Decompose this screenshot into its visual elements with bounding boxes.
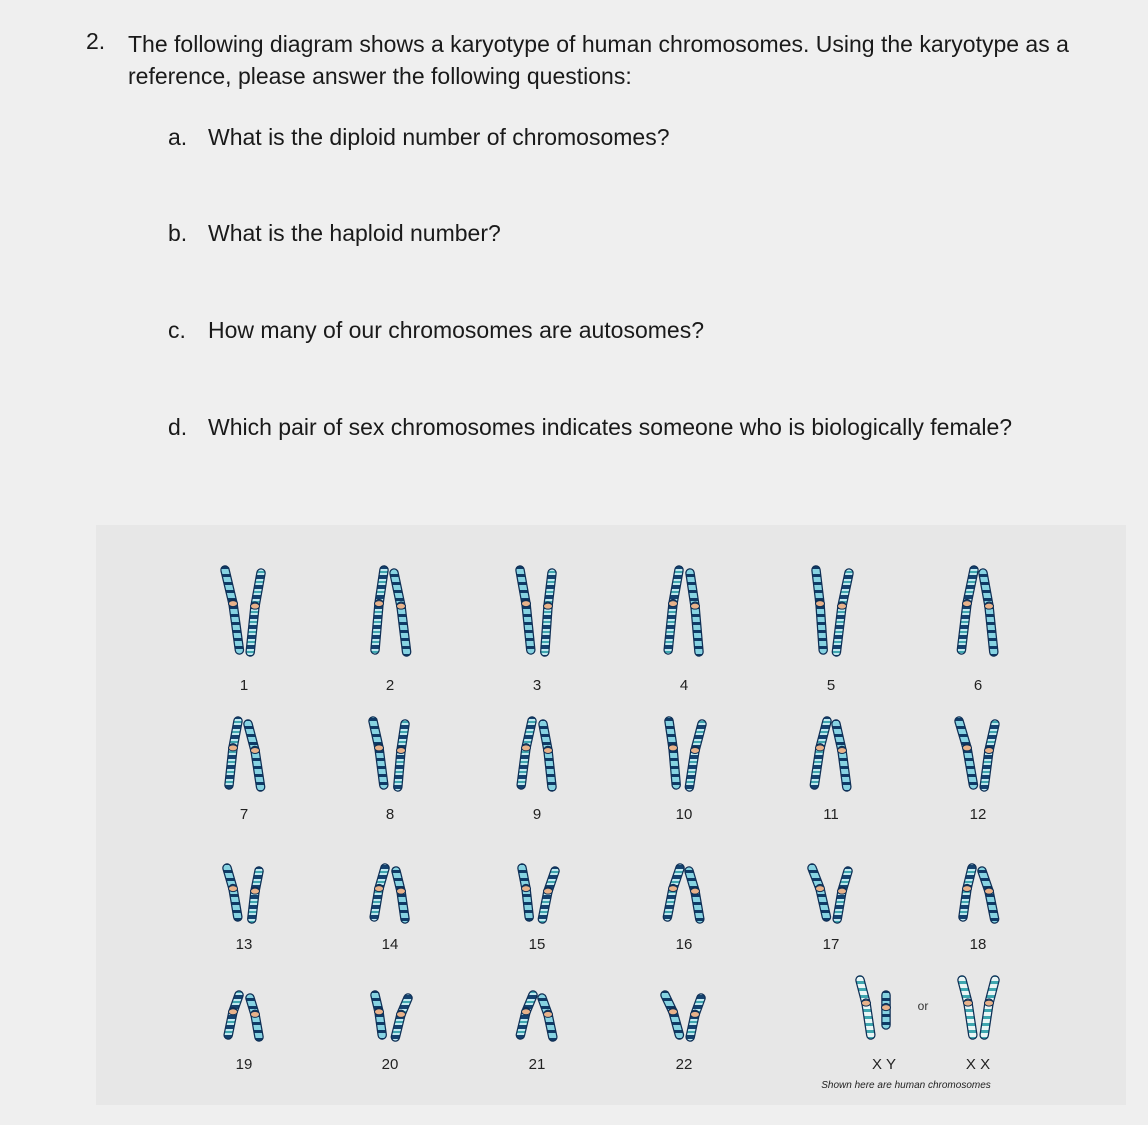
chromosome-label: 2 [385, 677, 395, 694]
chromosome-label: 6 [973, 677, 983, 694]
chromosome [690, 573, 700, 652]
sex-chromosomes-xx [962, 980, 995, 1035]
karyotype-panel [96, 525, 1126, 1105]
chromosome-label: 18 [969, 936, 987, 953]
sub-question-letter: a. [168, 124, 188, 150]
chromosome-pair-10 [669, 721, 703, 787]
sub-question-d [168, 414, 1012, 441]
xx-label: X X [965, 1056, 991, 1073]
chromosome [373, 721, 384, 785]
chromosome-pair-15 [522, 868, 556, 919]
chromosome [248, 724, 261, 787]
chromosome [520, 570, 531, 650]
chromosome-label: 19 [235, 1056, 253, 1073]
chromosome [836, 573, 849, 652]
chromosome-pair-16 [667, 868, 699, 919]
chromosome [396, 871, 406, 919]
chromosome [814, 721, 827, 785]
chromosome-label: 11 [823, 806, 839, 823]
chromosome-label: 12 [969, 806, 987, 823]
chromosome [836, 724, 847, 787]
chromosome-pair-3 [520, 570, 553, 652]
chromosome-label: 5 [826, 677, 836, 694]
chromosome-pair-9 [521, 721, 552, 787]
chromosome-pair-13 [227, 868, 260, 919]
chromosome-pair-14 [374, 868, 405, 919]
sub-question-a [168, 124, 670, 151]
chromosome [544, 573, 553, 652]
chromosome [375, 570, 385, 650]
y-chromosome [882, 995, 891, 1025]
chromosome [668, 570, 679, 650]
chromosome [227, 868, 238, 917]
chromosome [984, 724, 995, 787]
sex-chromosomes-xy [860, 980, 891, 1035]
chromosome-pair-6 [961, 570, 993, 652]
chromosome [250, 998, 260, 1037]
chromosome-pair-5 [816, 570, 850, 652]
chromosome [690, 998, 701, 1037]
chromosome-pair-22 [665, 995, 701, 1037]
chromosome-label: 4 [679, 677, 689, 694]
chromosome [543, 724, 553, 787]
chromosome-pair-19 [228, 995, 259, 1037]
chromosome-pair-17 [812, 868, 848, 919]
or-label: or [917, 999, 929, 1013]
karyotype-diagram [96, 525, 1126, 1105]
chromosome [816, 570, 825, 650]
chromosome-label: 1 [239, 677, 249, 694]
chromosome [669, 721, 678, 785]
sub-question-letter: d. [168, 414, 188, 440]
chromosome-label: 10 [675, 806, 693, 823]
chromosome [837, 871, 848, 919]
chromosome-label: 13 [235, 936, 253, 953]
chromosome [251, 871, 260, 919]
question-intro: The following diagram shows a karyotype of human chromosomes. Using the karyotype as a reference, please answer the following questions: [128, 31, 1069, 89]
xy-label: X Y [872, 1056, 896, 1073]
x-chromosome [984, 980, 995, 1035]
chromosome [963, 868, 973, 917]
chromosome [521, 721, 532, 785]
chromosome [374, 868, 385, 917]
chromosome-label: 16 [675, 936, 693, 953]
chromosome [959, 721, 973, 785]
caption: Shown here are human chromosomes [821, 1080, 991, 1091]
sub-question-text: Which pair of sex chromosomes indicates someone who is biologically female? [208, 414, 1013, 440]
chromosome [375, 995, 384, 1035]
chromosome-label: 20 [381, 1056, 399, 1073]
chromosome-pair-20 [375, 995, 409, 1037]
chromosome [982, 871, 995, 919]
question-number: 2. [86, 28, 106, 54]
chromosome-pair-8 [373, 721, 406, 787]
sub-question-text: What is the haploid number? [208, 220, 501, 246]
chromosome-label: 3 [532, 677, 542, 694]
sub-question-letter: c. [168, 317, 186, 343]
chromosome [228, 995, 239, 1035]
chromosome-label: 14 [381, 936, 399, 953]
sub-question-b [168, 220, 501, 247]
chromosome [250, 573, 261, 652]
sub-question-text: What is the diploid number of chromosomes? [208, 124, 670, 150]
chromosome [812, 868, 826, 917]
chromosome [689, 871, 700, 919]
chromosome-label: 7 [239, 806, 249, 823]
sub-question-text: How many of our chromosomes are autosomes? [208, 317, 704, 343]
chromosome [665, 995, 679, 1035]
sub-question-letter: b. [168, 220, 188, 246]
chromosome [520, 995, 533, 1035]
chromosome [542, 998, 553, 1037]
chromosome [983, 573, 994, 652]
chromosome-pair-21 [520, 995, 552, 1037]
chromosome-label: 15 [528, 936, 546, 953]
chromosome-label: 21 [528, 1056, 546, 1073]
chromosome-pair-18 [963, 868, 995, 919]
chromosome-pair-4 [668, 570, 699, 652]
chromosome-label: 22 [675, 1056, 693, 1073]
x-chromosome [860, 980, 871, 1035]
chromosome [667, 868, 680, 917]
chromosome [225, 570, 239, 650]
chromosome-label: 9 [532, 806, 542, 823]
chromosome [397, 724, 406, 787]
chromosome-pair-7 [229, 721, 261, 787]
sub-question-c [168, 317, 704, 344]
chromosome [394, 573, 407, 652]
chromosome [542, 871, 555, 919]
chromosome-pair-11 [814, 721, 846, 787]
chromosome [395, 998, 408, 1037]
chromosome [689, 724, 702, 787]
chromosome-pair-2 [375, 570, 407, 652]
chromosome-label: 8 [385, 806, 395, 823]
chromosome-label: 17 [822, 936, 840, 953]
chromosome [229, 721, 239, 785]
chromosome-pair-12 [959, 721, 995, 787]
chromosome-pair-1 [225, 570, 261, 652]
chromosome [961, 570, 974, 650]
chromosome [522, 868, 531, 917]
x-chromosome [962, 980, 973, 1035]
